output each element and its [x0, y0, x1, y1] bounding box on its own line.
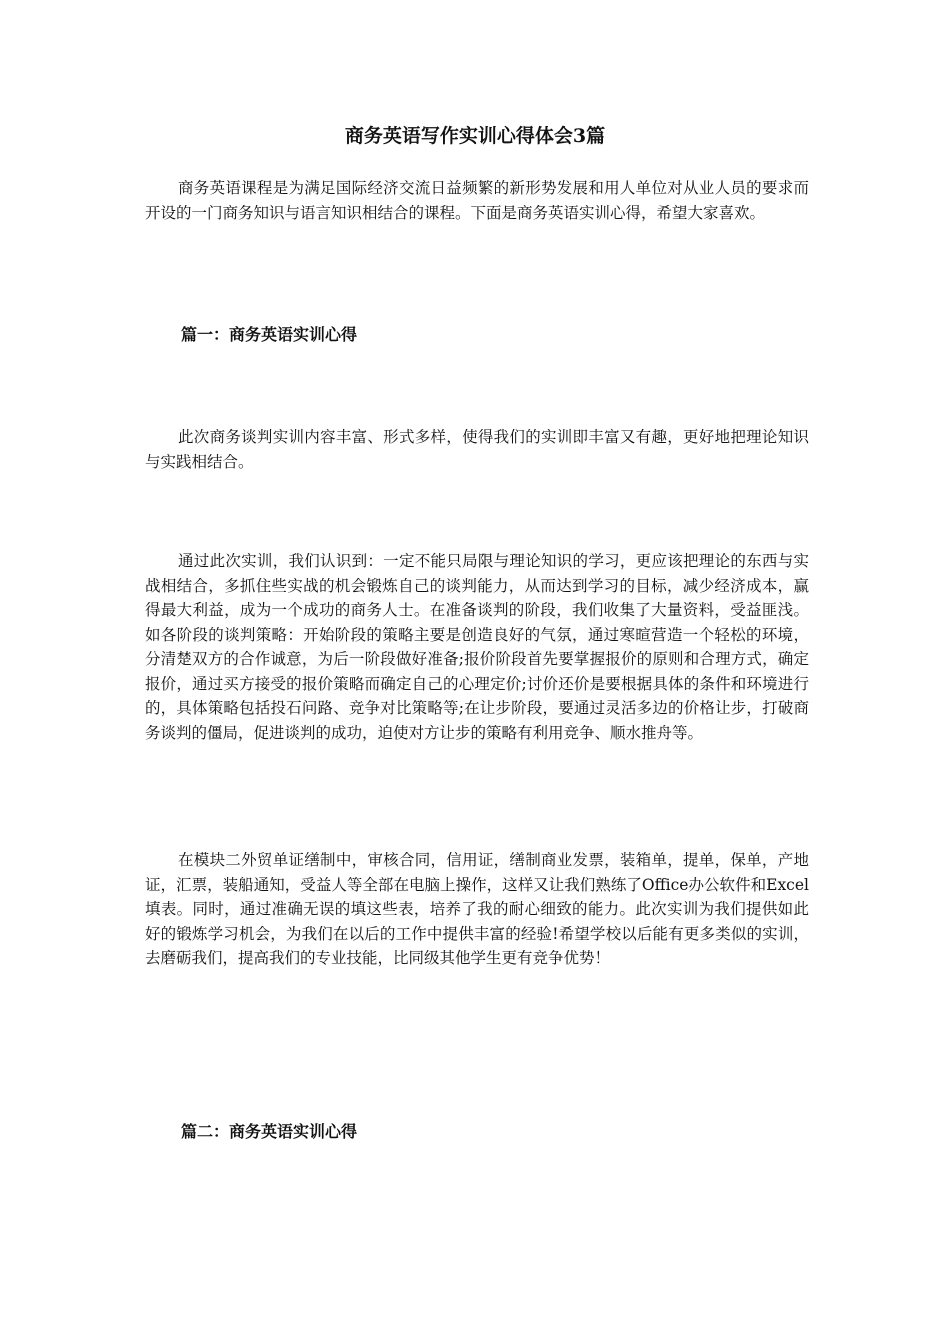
- section-heading-2: 篇二：商务英语实训心得: [181, 1122, 358, 1141]
- body-paragraph: 通过此次实训，我们认识到：一定不能只局限与理论知识的学习，更应该把理论的东西与实战相结合，多抓住些实战的机会锻炼自己的谈判能力，从而达到学习的目标，减少经济成本，赢得最大利益，成为一个成功的商务人士。在准备谈判的阶段，我们收集了大量资料，受益匪浅。如各阶段的谈判策略：开始阶段的策略主要是创造良好的气氛，通过寒暄营造一个轻松的环境，分清楚双方的合作诚意，为后一阶段做好准备;报价阶段首先要掌握报价的原则和合理方式，确定报价，通过买方接受的报价策略而确定自己的心理定价;讨价还价是要根据具体的条件和环境进行的，具体策略包括投石问路、竞争对比策略等;在让步阶段，要通过灵活多边的价格让步，打破商务谈判的僵局，促进谈判的成功，迫使对方让步的策略有利用竞争、顺水推舟等。: [145, 552, 809, 742]
- document-title: 商务英语写作实训心得体会3篇: [344, 125, 606, 147]
- body-paragraph: 在模块二外贸单证缮制中，审核合同，信用证，缮制商业发票，装箱单，提单，保单，产地证，汇票，装船通知，受益人等全部在电脑上操作，这样又让我们熟练了Office办公软件和Excel填表。同时，通过准确无误的填这些表，培养了我的耐心细致的能力。此次实训为我们提供如此好的锻炼学习机会，为我们在以后的工作中提供丰富的经验!希望学校以后能有更多类似的实训，去磨砺我们，提高我们的专业技能，比同级其他学生更有竞争优势！: [145, 851, 809, 967]
- body-paragraph: 此次商务谈判实训内容丰富、形式多样，使得我们的实训即丰富又有趣，更好地把理论知识与实践相结合。: [145, 428, 809, 471]
- intro-paragraph: 商务英语课程是为满足国际经济交流日益频繁的新形势发展和用人单位对从业人员的要求而开设的一门商务知识与语言知识相结合的课程。下面是商务英语实训心得，希望大家喜欢。: [145, 179, 809, 222]
- section-heading-1: 篇一：商务英语实训心得: [181, 325, 358, 344]
